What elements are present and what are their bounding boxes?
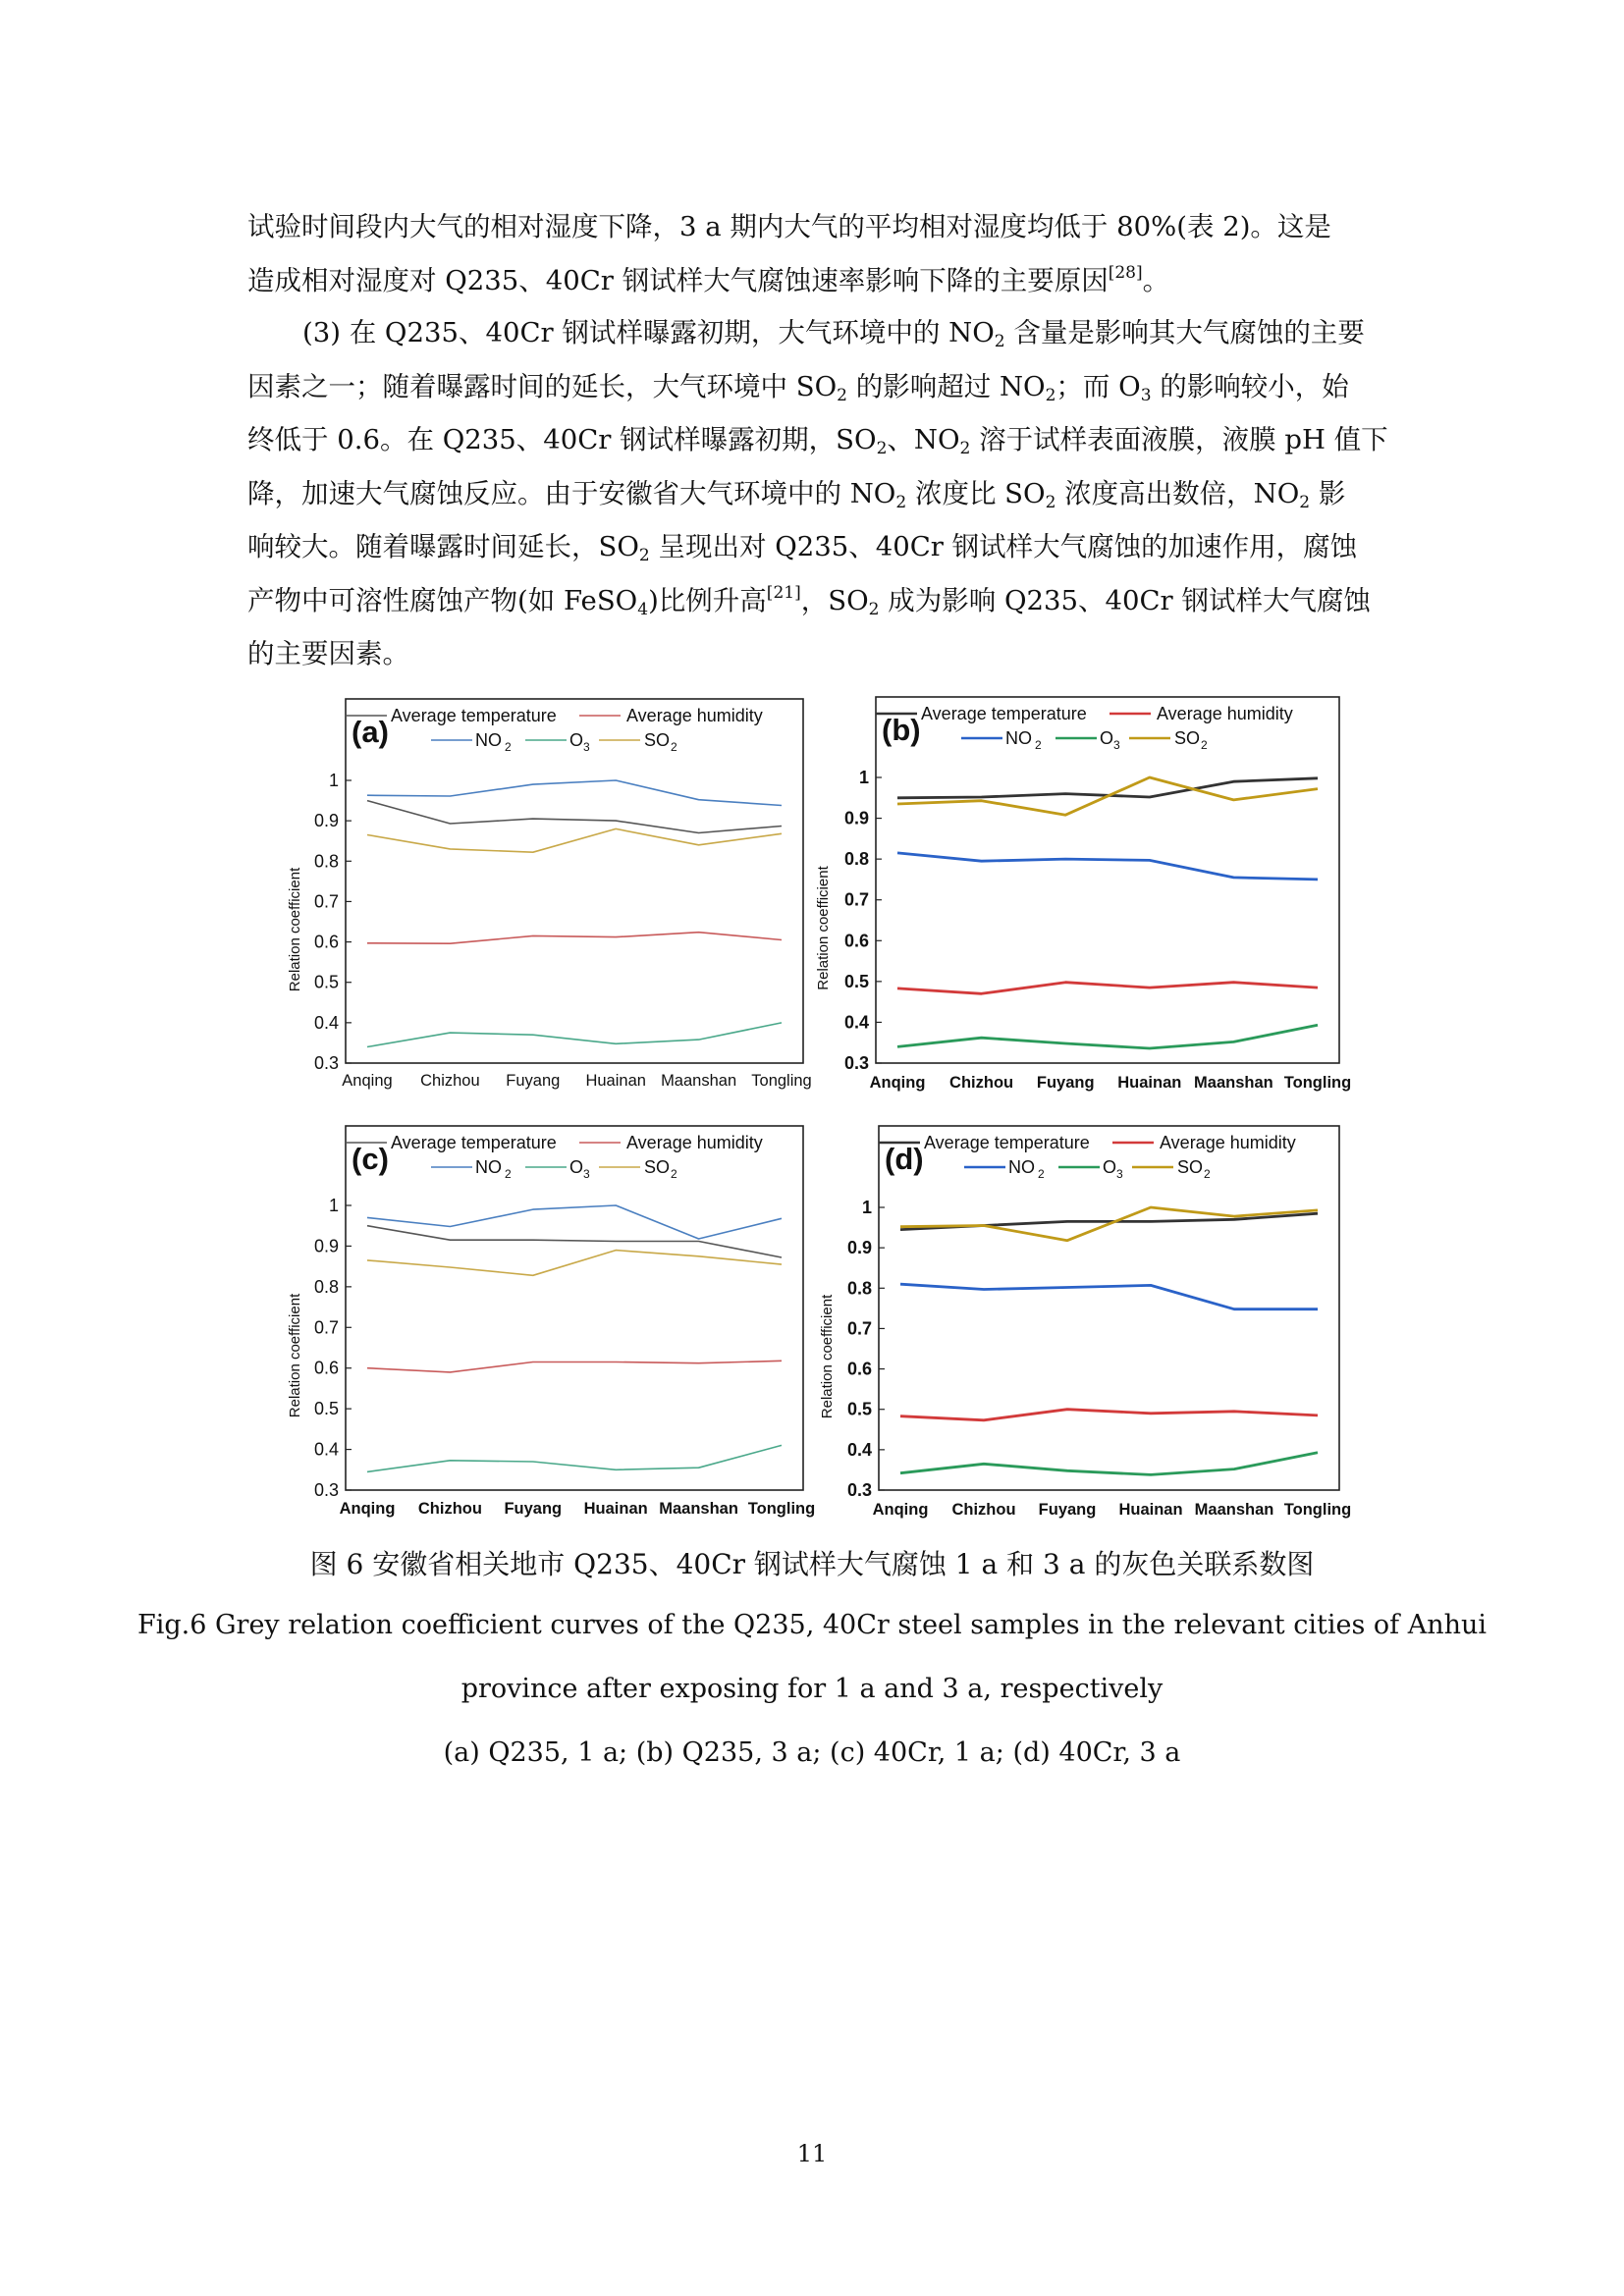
series-line-no2	[900, 1284, 1318, 1309]
y-tick-label: 1	[328, 1196, 339, 1215]
x-tick-label: Tongling	[751, 1072, 812, 1090]
legend-label-o3: O	[1100, 728, 1114, 748]
x-tick-label: Tongling	[1283, 1501, 1352, 1519]
legend-label-no2: NO	[1005, 728, 1032, 748]
x-tick-label: Anqing	[339, 1500, 396, 1518]
y-tick-label: 0.8	[313, 1276, 339, 1297]
y-tick-label: 0.4	[313, 1439, 339, 1460]
y-tick-label: 0.7	[313, 1317, 339, 1338]
series-line-average-temperature	[367, 801, 782, 833]
series-line-o3	[897, 1025, 1318, 1048]
paragraph-1	[247, 200, 1386, 307]
legend	[346, 706, 763, 754]
y-tick-label: 0.9	[846, 1238, 872, 1258]
y-axis-label: Relation coefficient	[819, 1294, 836, 1419]
figure-caption-en-line-1: Fig.6 Grey relation coefficient curves of the Q235, 40Cr steel samples in the relevant cities of Anhui	[136, 1610, 1488, 1640]
y-tick-label: 0.9	[313, 1236, 339, 1256]
chart-panel-b	[815, 697, 1351, 1092]
series-line-no2	[367, 780, 782, 806]
x-tick-label: Chizhou	[949, 1074, 1014, 1092]
legend-label-o3: O	[1103, 1157, 1117, 1177]
y-tick-label: 0.9	[843, 808, 869, 828]
legend-label-so2: SO	[644, 1157, 671, 1177]
legend-label-no2: NO	[475, 1157, 502, 1177]
y-tick-label: 0.5	[846, 1399, 872, 1419]
paragraph-2-line-5: 响较大。随着曝露时间延长，$SO_2$ 呈现出对 Q235、40Cr 钢试样大气腐蚀的加速作用，腐蚀	[247, 531, 1358, 566]
panel-label: (d)	[885, 1142, 924, 1176]
figure-caption-en-line-2: province after exposing for 1 a and 3 a, respectively	[460, 1674, 1164, 1704]
y-tick-label: 1	[861, 1198, 872, 1217]
series-line-no2	[897, 853, 1318, 880]
x-tick-label: Fuyang	[1036, 1074, 1095, 1092]
legend-sub-no2: 2	[505, 1167, 512, 1181]
legend-sub-so2: 2	[671, 740, 677, 754]
legend	[346, 1133, 763, 1181]
chart-panel-a	[287, 699, 812, 1090]
legend-sub-so2: 2	[1201, 738, 1208, 752]
figure-caption-subpanels: (a) Q235, 1 a; (b) Q235, 3 a; (c) 40Cr, 1 a; (d) 40Cr, 3 a	[443, 1737, 1181, 1768]
series-line-o3	[900, 1453, 1318, 1475]
legend-sub-no2: 2	[1038, 1167, 1045, 1181]
legend-sub-so2: 2	[671, 1167, 677, 1181]
legend-label-so2: SO	[1177, 1157, 1204, 1177]
series-line-average-humidity	[897, 983, 1318, 994]
panel-label: (c)	[352, 1142, 389, 1176]
y-tick-label: 0.8	[313, 851, 339, 872]
y-tick-label: 1	[328, 771, 339, 790]
legend-sub-o3: 3	[583, 740, 590, 754]
series-line-average-humidity	[367, 933, 782, 944]
series-line-average-temperature	[367, 1226, 782, 1257]
series-line-so2	[900, 1207, 1318, 1241]
page-number: 11	[796, 2140, 828, 2167]
legend-label-temperature: Average temperature	[924, 1133, 1090, 1152]
plot-frame	[879, 1126, 1339, 1490]
paragraph-2-line-2: 因素之一；随着曝露时间的延长，大气环境中 $SO_2$ 的影响超过 $NO_2$；而 $O_3$ 的影响较小，始	[247, 370, 1349, 405]
paragraph-2	[247, 306, 1386, 681]
y-tick-label: 0.7	[313, 891, 339, 912]
x-tick-label: Chizhou	[417, 1500, 482, 1518]
y-tick-label: 0.4	[313, 1012, 339, 1033]
legend-label-temperature: Average temperature	[921, 704, 1087, 723]
x-tick-label: Fuyang	[1038, 1501, 1097, 1519]
legend-label-humidity: Average humidity	[1157, 704, 1293, 723]
x-tick-label: Huainan	[1118, 1501, 1183, 1519]
y-tick-label: 0.6	[313, 1358, 339, 1378]
legend-sub-o3: 3	[583, 1167, 590, 1181]
y-tick-label: 0.4	[843, 1012, 869, 1033]
legend-label-humidity: Average humidity	[626, 706, 763, 725]
y-tick-label: 0.7	[843, 889, 869, 910]
paragraph-1-line-2: 造成相对湿度对 Q235、40Cr 钢试样大气腐蚀速率影响下降的主要原因[28]。	[247, 262, 1170, 296]
x-tick-label: Anqing	[342, 1072, 393, 1090]
legend-sub-so2: 2	[1204, 1167, 1211, 1181]
paragraph-1-line-1: 试验时间段内大气的相对湿度下降，3 a 期内大气的平均相对湿度均低于 80%(表 2)。这是	[247, 211, 1331, 242]
legend-label-no2: NO	[1008, 1157, 1035, 1177]
legend-sub-no2: 2	[1035, 738, 1042, 752]
paragraph-2-line-7: 的主要因素。	[247, 638, 409, 669]
paragraph-2-line-1: (3) 在 Q235、40Cr 钢试样曝露初期，大气环境中的 $NO_2$ 含量是影响其大气腐蚀的主要	[302, 317, 1365, 352]
legend-sub-o3: 3	[1113, 738, 1120, 752]
x-tick-label: Huainan	[585, 1072, 646, 1090]
chart-panel-d	[819, 1126, 1351, 1519]
paragraph-2-line-6: 产物中可溶性腐蚀产物(如 FeSO$_4$)比例升高[21]，$SO_2$ 成为影响 Q235、40Cr 钢试样大气腐蚀	[247, 582, 1371, 619]
x-tick-label: Fuyang	[504, 1500, 563, 1518]
panel-label: (b)	[882, 713, 921, 747]
legend	[876, 704, 1293, 752]
legend-label-humidity: Average humidity	[1160, 1133, 1296, 1152]
x-tick-label: Fuyang	[506, 1072, 561, 1090]
paragraph-2-line-4: 降，加速大气腐蚀反应。由于安徽省大气环境中的 $NO_2$ 浓度比 $SO_2$ 浓度高出数倍，$NO_2$ 影	[247, 477, 1346, 512]
y-tick-label: 0.4	[846, 1439, 872, 1460]
legend-sub-o3: 3	[1116, 1167, 1123, 1181]
y-tick-label: 0.3	[313, 1053, 339, 1073]
x-tick-label: Maanshan	[1194, 1501, 1274, 1519]
x-tick-label: Anqing	[872, 1501, 929, 1519]
legend-label-temperature: Average temperature	[391, 706, 557, 725]
figure-caption-cn: 图 6 安徽省相关地市 Q235、40Cr 钢试样大气腐蚀 1 a 和 3 a 的灰色关联系数图	[309, 1548, 1315, 1580]
legend-label-no2: NO	[475, 730, 502, 750]
legend-label-so2: SO	[1174, 728, 1201, 748]
y-tick-label: 0.3	[313, 1480, 339, 1500]
y-tick-label: 0.5	[313, 972, 339, 992]
plot-frame	[346, 1126, 803, 1490]
x-tick-label: Tongling	[1283, 1074, 1352, 1092]
x-tick-label: Tongling	[747, 1500, 816, 1518]
series-line-o3	[367, 1023, 782, 1047]
paragraph-2-line-3: 终低于 0.6。在 Q235、40Cr 钢试样曝露初期，$SO_2$、$NO_2$ 溶于试样表面液膜，液膜 pH 值下	[247, 424, 1388, 459]
x-tick-label: Huainan	[583, 1500, 648, 1518]
legend-label-o3: O	[569, 1157, 584, 1177]
y-axis-label: Relation coefficient	[815, 866, 832, 990]
y-tick-label: 0.8	[846, 1278, 872, 1299]
legend-label-humidity: Average humidity	[626, 1133, 763, 1152]
panel-label: (a)	[352, 715, 389, 749]
x-tick-label: Anqing	[869, 1074, 926, 1092]
series-line-so2	[897, 777, 1318, 815]
y-tick-label: 0.6	[843, 931, 869, 951]
legend-label-so2: SO	[644, 730, 671, 750]
y-tick-label: 0.6	[846, 1359, 872, 1379]
y-tick-label: 0.8	[843, 849, 869, 870]
y-tick-label: 0.9	[313, 811, 339, 831]
series-line-so2	[367, 1251, 782, 1276]
x-tick-label: Chizhou	[420, 1072, 480, 1090]
y-tick-label: 0.3	[843, 1053, 869, 1073]
legend-label-temperature: Average temperature	[391, 1133, 557, 1152]
plot-frame	[346, 699, 803, 1063]
y-tick-label: 0.7	[846, 1318, 872, 1339]
y-tick-label: 0.6	[313, 932, 339, 952]
series-line-average-temperature	[897, 778, 1318, 798]
series-line-so2	[367, 828, 782, 852]
legend	[879, 1133, 1296, 1181]
series-line-no2	[367, 1205, 782, 1239]
x-tick-label: Maanshan	[659, 1500, 738, 1518]
y-tick-label: 0.5	[313, 1399, 339, 1419]
x-tick-label: Maanshan	[1194, 1074, 1273, 1092]
y-axis-label: Relation coefficient	[287, 867, 303, 992]
y-axis-label: Relation coefficient	[287, 1293, 303, 1418]
legend-sub-no2: 2	[505, 740, 512, 754]
series-line-average-humidity	[367, 1361, 782, 1372]
x-tick-label: Huainan	[1117, 1074, 1182, 1092]
x-tick-label: Chizhou	[951, 1501, 1016, 1519]
plot-frame	[876, 697, 1339, 1063]
series-line-o3	[367, 1445, 782, 1471]
y-tick-label: 0.3	[846, 1480, 872, 1500]
legend-label-o3: O	[569, 730, 584, 750]
y-tick-label: 0.5	[843, 971, 869, 991]
x-tick-label: Maanshan	[661, 1072, 737, 1090]
chart-panel-c	[287, 1126, 815, 1518]
series-line-average-temperature	[900, 1213, 1318, 1229]
y-tick-label: 1	[858, 768, 869, 787]
series-line-average-humidity	[900, 1410, 1318, 1420]
